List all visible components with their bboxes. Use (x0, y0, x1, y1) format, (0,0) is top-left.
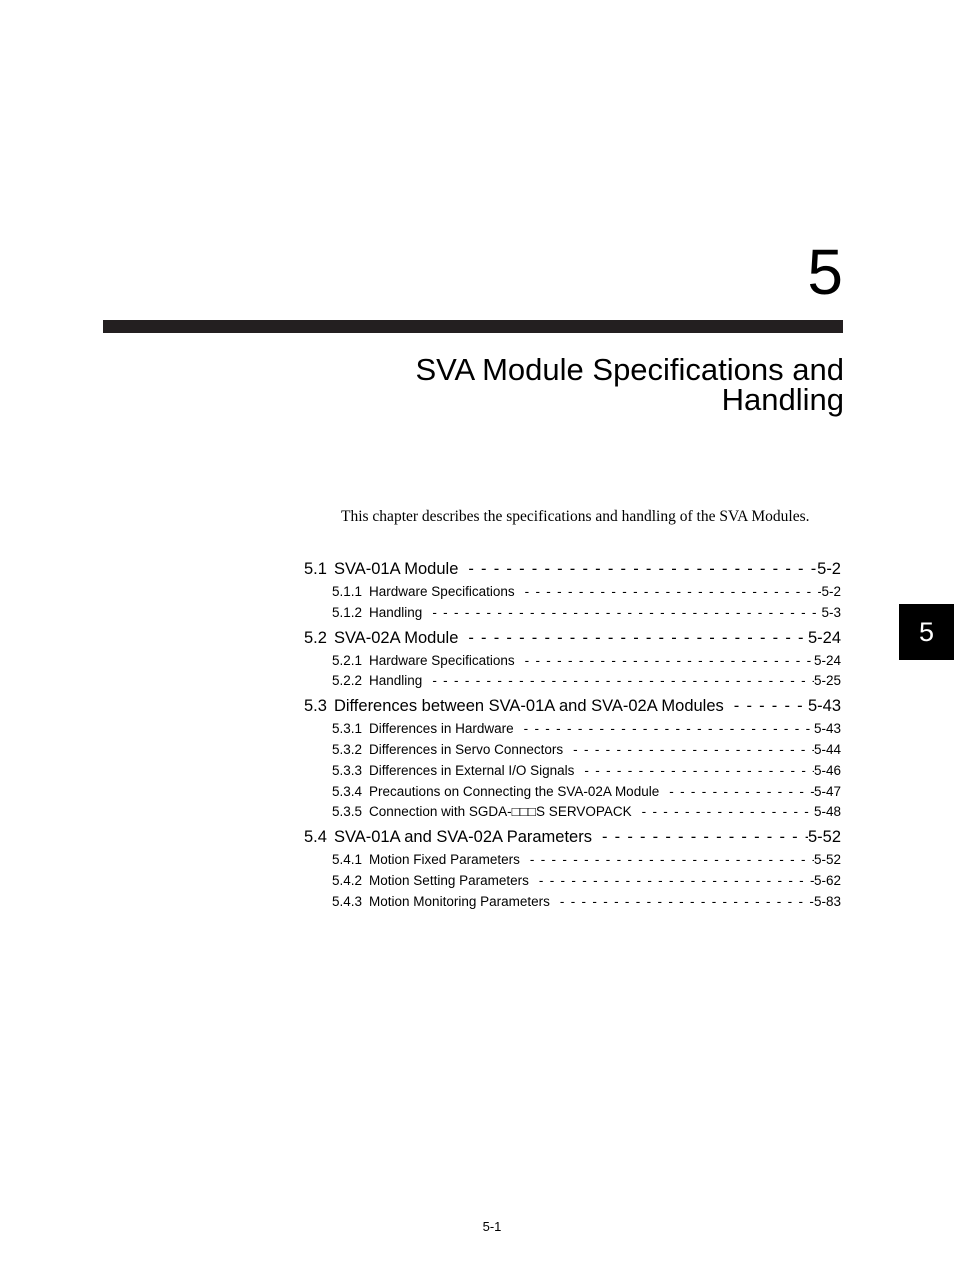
chapter-rule (103, 320, 843, 333)
chapter-intro: This chapter describes the specifications and handling of the SVA Modules. (341, 508, 810, 525)
toc-leader (724, 694, 808, 719)
toc-page-ref: 5-46 (813, 762, 841, 778)
toc-item-5-4-1[interactable] (304, 850, 841, 871)
toc-page-ref: 5-62 (813, 872, 841, 888)
chapter-number: 5 (807, 236, 843, 308)
toc-leader (574, 761, 814, 782)
chapter-title-line1: SVA Module Specifications and (415, 352, 844, 387)
toc-item-title: Hardware Specifications (369, 652, 515, 668)
toc-section-title: SVA-01A and SVA-02A Parameters (333, 828, 592, 847)
toc-section-number: 5.4 (304, 828, 327, 847)
toc-section-5-4[interactable] (304, 825, 841, 850)
toc-page-ref: 5-2 (817, 560, 841, 578)
toc-item-5-2-2[interactable] (304, 671, 841, 692)
toc-leader (515, 582, 822, 603)
toc-item-number: 5.3.4 (332, 783, 363, 799)
toc-item-number: 5.2.2 (332, 673, 363, 689)
toc-item-title: Motion Fixed Parameters (369, 852, 520, 868)
toc-item-title: Motion Monitoring Parameters (369, 893, 550, 909)
toc-page-ref: 5-24 (813, 652, 841, 668)
toc-page-ref: 5-43 (807, 697, 841, 716)
toc-item-5-3-1[interactable] (304, 719, 841, 740)
toc-item-number: 5.3.1 (332, 721, 363, 737)
toc-item-number: 5.2.1 (332, 652, 363, 668)
chapter-title (244, 352, 844, 417)
chapter-side-tab[interactable]: 5 (899, 604, 954, 660)
toc-leader (422, 671, 814, 692)
toc-page-ref: 5-3 (821, 604, 841, 620)
toc-leader (458, 626, 808, 651)
toc-item-5-4-3[interactable] (304, 892, 841, 913)
toc-item-5-3-2[interactable] (304, 740, 841, 761)
toc-leader (422, 603, 821, 624)
toc-page-ref: 5-48 (813, 804, 841, 820)
toc-item-5-4-2[interactable] (304, 871, 841, 892)
toc-item-title: Precautions on Connecting the SVA-02A Module (369, 783, 660, 799)
toc-item-number: 5.3.5 (332, 804, 363, 820)
toc-item-5-1-2[interactable] (304, 603, 841, 624)
page-number: 5-1 (482, 1219, 502, 1234)
toc-leader (514, 719, 814, 740)
toc-section-title: SVA-01A Module (333, 560, 459, 578)
toc-item-title: Differences in Hardware (369, 721, 514, 737)
toc-page-ref: 5-47 (813, 783, 841, 799)
toc-item-title: Handling (369, 604, 423, 620)
toc-item-number: 5.3.2 (332, 741, 363, 757)
toc-leader (563, 740, 814, 761)
toc-section-number: 5.2 (304, 628, 327, 647)
toc-leader (458, 557, 817, 582)
toc-section-5-1[interactable] (304, 557, 841, 582)
toc-section-number: 5.1 (304, 560, 327, 578)
toc-page-ref: 5-52 (807, 828, 841, 847)
toc-section-5-3[interactable] (304, 694, 841, 719)
toc-leader (520, 850, 814, 871)
toc-section-title: SVA-02A Module (333, 628, 459, 647)
toc-page-ref: 5-25 (813, 673, 841, 689)
toc-item-title: Connection with SGDA-□□□S SERVOPACK (369, 804, 632, 820)
toc-page-ref: 5-24 (807, 628, 841, 647)
toc-item-5-3-3[interactable] (304, 761, 841, 782)
toc-page-ref: 5-44 (813, 741, 841, 757)
toc-item-title: Motion Setting Parameters (369, 872, 529, 888)
toc-page-ref: 5-43 (813, 721, 841, 737)
toc-leader (592, 825, 808, 850)
chapter-title-line2: Handling (721, 382, 844, 417)
toc-item-number: 5.3.3 (332, 762, 363, 778)
toc-section-title: Differences between SVA-01A and SVA-02A Modules (333, 697, 724, 716)
toc-page-ref: 5-83 (813, 893, 841, 909)
toc-leader (529, 871, 814, 892)
toc-item-number: 5.4.1 (332, 852, 363, 868)
table-of-contents (304, 557, 841, 913)
toc-item-title: Differences in External I/O Signals (369, 762, 575, 778)
toc-item-5-2-1[interactable] (304, 651, 841, 672)
toc-item-title: Hardware Specifications (369, 584, 515, 599)
toc-leader (550, 892, 814, 913)
toc-item-number: 5.1.1 (332, 584, 363, 599)
toc-leader (632, 802, 814, 823)
toc-item-number: 5.1.2 (332, 604, 363, 620)
toc-leader (659, 782, 814, 803)
toc-section-5-2[interactable] (304, 626, 841, 651)
toc-page-ref: 5-52 (813, 852, 841, 868)
toc-item-title: Handling (369, 673, 423, 689)
toc-section-number: 5.3 (304, 697, 327, 716)
toc-item-5-3-4[interactable] (304, 782, 841, 803)
toc-page-ref: 5-2 (821, 584, 841, 599)
toc-item-title: Differences in Servo Connectors (369, 741, 564, 757)
toc-item-number: 5.4.3 (332, 893, 363, 909)
toc-item-5-1-1[interactable] (304, 582, 841, 603)
toc-item-5-3-5[interactable] (304, 802, 841, 823)
toc-leader (515, 651, 814, 672)
toc-item-number: 5.4.2 (332, 872, 363, 888)
